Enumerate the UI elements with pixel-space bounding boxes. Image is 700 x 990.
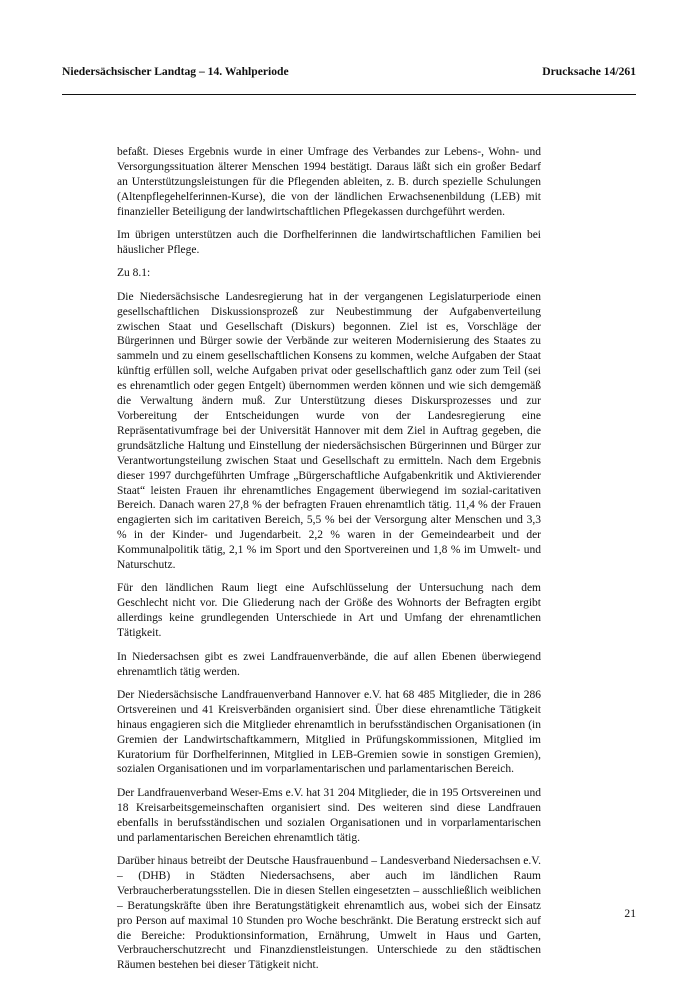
paragraph-hausfrauenbund: Darüber hinaus betreibt der Deutsche Hausfrauenbund – Landesverband Niedersachsen e.V. – (DHB) in Städten Niedersachsens, aber auch im ländlichen Raum Verbraucherberatungsstellen. Die in diesen Stellen eingesetzten – ausschließlich weiblichen – Beratungskräfte üben ihre Beratungstätigkeit ehrenamtlich aus, wobei sich der Einsatz pro Person auf maximal 10 Stunden pro Woche beschränkt. Die Beratung erstreckt sich auf die Bereiche: Produktionsinformation, Ernährung, Umwelt in Haus und Garten, Verbraucherschutzrecht und Finanzdienstleistungen. Unterschiede zu den städtischen Räumen bestehen bei dieser Tätigkeit nicht. <box>117 854 541 972</box>
document-number: Drucksache 14/261 <box>542 65 636 78</box>
paragraph-landfrauenverbaende: In Niedersachsen gibt es zwei Landfrauenverbände, die auf allen Ebenen überwiegend ehrenamtlich tätig werden. <box>117 650 541 678</box>
paragraph-landfrauenverband-hannover: Der Niedersächsische Landfrauenverband Hannover e.V. hat 68 485 Mitglieder, die in 286 Ortsvereinen und 41 Kreisverbänden organisiert sind. Über diese ehrenamtliche Tätigkeit hinaus engagieren sich die Mitglieder ehrenamtlich in berufsständischen Organisationen (in Gremien der Landwirtschaftkammern, Mitglied in Prüfungskommissionen, Mitglied im Kuratorium für Dorfhelferinnen, Mitglied in LEB-Gremien sowie in sonstigen Gremien), sozialen Organisationen und im vorparlamentarischen und parlamentarischen Bereich. <box>117 688 541 776</box>
paragraph-continuation: befaßt. Dieses Ergebnis wurde in einer Umfrage des Verbandes zur Lebens-, Wohn- und Versorgungssituation älterer Menschen 1994 bestätigt. Daraus läßt sich ein großer Bedarf an Unterstützungsleistungen für die Pflegenden ableiten, z. B. durch spezielle Schulungen (Altenpflegehelferinnen-Kurse), die von der ländlichen Erwachsenenbildung (LEB) mit finanzieller Beteiligung der landwirtschaftlichen Pflegekassen durchgeführt werden. <box>117 146 541 218</box>
paragraph-landfrauenverband-weser-ems: Der Landfrauenverband Weser-Ems e.V. hat 31 204 Mitglieder, die in 195 Ortsvereinen und 18 Kreisarbeitsgemeinschaften organisiert sind. Des weiteren sind diese Landfrauen ebenfalls in berufsständischen und sozialen Organisationen und in vorparlamentarischen und parlamentarischen Bereichen ehrenamtlich tätig. <box>117 786 541 844</box>
paragraph-dorfhelferinnen: Im übrigen unterstützen auch die Dorfhelferinnen die landwirtschaftlichen Familien bei häuslicher Pflege. <box>117 229 541 256</box>
section-heading-8-1: Zu 8.1: <box>117 267 151 280</box>
page-header <box>62 65 636 81</box>
paragraph-landesregierung: Die Niedersächsische Landesregierung hat in der vergangenen Legislaturperiode einen gesellschaftlichen Diskussionsprozeß zur Neubestimmung der Aufgabenverteilung zwischen Staat und Gesellschaft (Diskurs) begonnen. Ziel ist es, Vorschläge der Bürgerinnen und Bürger sowie der Verbände zur weiteren Modernisierung des Staates zu sammeln und zu einem gesellschaftlichen Konsens zu kommen, welche Aufgaben der Staat künftig erfüllen soll, welche Aufgaben privat oder gesellschaftlich ganz oder zum Teil (sei es ehrenamtlich oder gegen Entgelt) übernommen werden können und wie sich demgemäß die Verwaltung ändern muß. Zur Unterstützung dieses Diskursprozesses und zur Vorbereitung der Entscheidungen wurde von der Landesregierung eine Repräsentativumfrage bei der Universität Hannover mit dem Ziel in Auftrag gegeben, die grundsätzliche Haltung und Einstellung der niedersächsischen Bürgerinnen und Bürger zur Verantwortungsteilung zwischen Staat und Gesellschaft zu ermitteln. Nach dem Ergebnis dieser 1997 durchgeführten Umfrage „Bürgerschaftliche Aufgabenkritik und Aktivierender Staat“ leisten Frauen ihr ehrenamtliches Engagement überwiegend im sozial-caritativen Bereich. Danach waren 27,8 % der befragten Frauen ehrenamtlich tätig. 11,4 % der Frauen engagierten sich im caritativen Bereich, 5,5 % bei der Versorgung alter Menschen und 3,3 % in der Kinder- und Jugendarbeit. 2,2 % waren in der Gemeindearbeit und der Kommunalpolitik tätig, 2,1 % im Sport und den Sportvereinen und 1,8 % im Umwelt- und Naturschutz. <box>117 290 541 572</box>
header-title: Niedersächsischer Landtag – 14. Wahlperiode <box>62 65 289 78</box>
document-body <box>117 145 541 982</box>
paragraph-laendlicher-raum: Für den ländlichen Raum liegt eine Aufschlüsselung der Untersuchung nach dem Geschlecht nicht vor. Die Gliederung nach der Größe des Wohnorts der Befragten ergibt allerdings keine grundlegenden Unterschiede in Art und Umfang der ehrenamtlichen Tätigkeit. <box>117 582 541 640</box>
header-divider <box>62 94 636 95</box>
page-number: 21 <box>624 907 636 920</box>
